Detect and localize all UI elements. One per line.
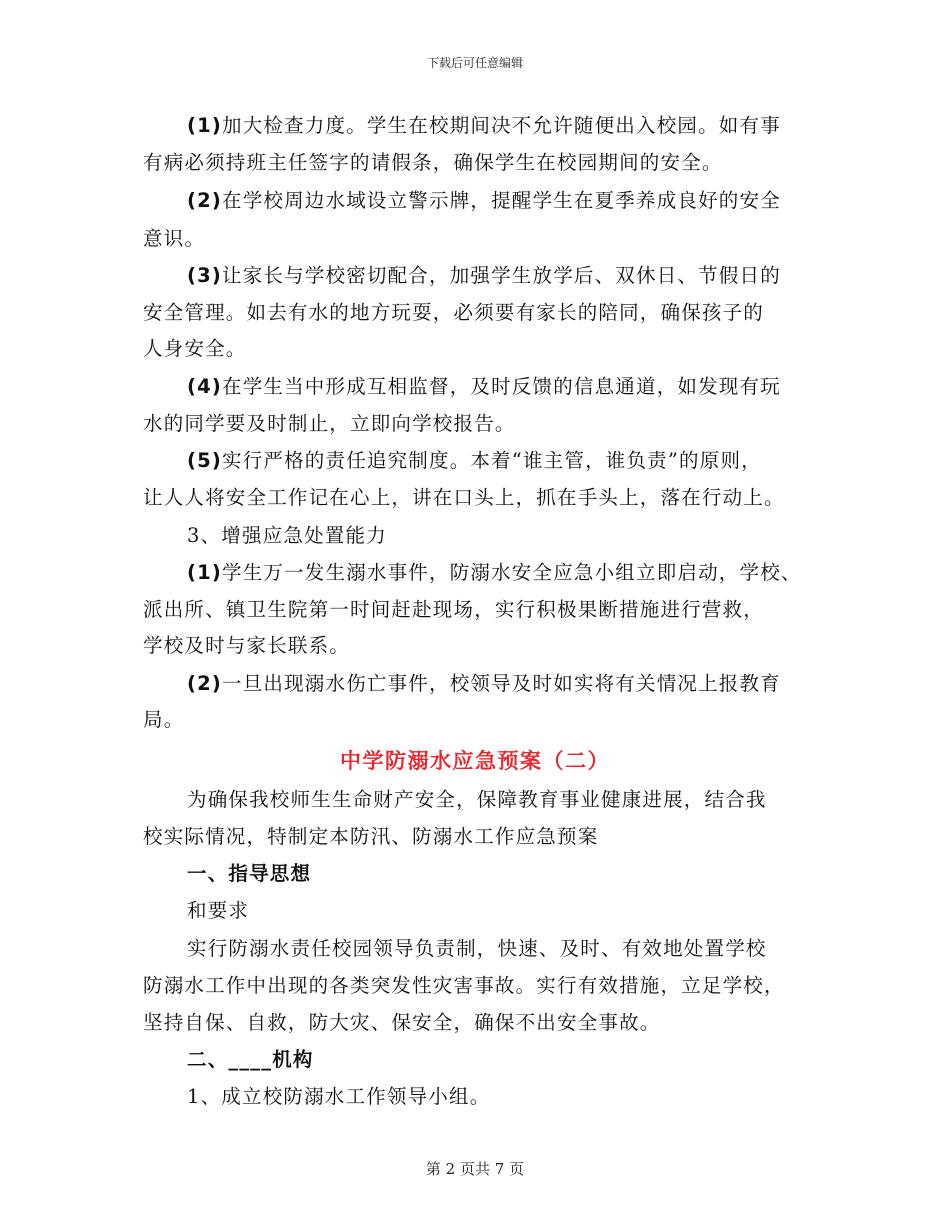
subsection-heading: 3、增强应急处置能力: [187, 524, 387, 547]
paragraph-line: 实行防溺水责任校园领导负责制，快速、及时、有效地处置学校: [187, 937, 767, 960]
paragraph-line: 派出所、镇卫生院第一时间赶赴现场，实行积极果断措施进行营救，: [143, 598, 765, 621]
paragraph-line: 局。: [143, 708, 185, 731]
line-text: 让家长与学校密切配合，加强学生放学后、双休日、节假日的: [222, 264, 781, 287]
item-number: (3): [187, 264, 222, 287]
heading-guiding-ideology: 一、指导思想: [187, 862, 312, 885]
line-text: 实行严格的责任追究制度。本着“谁主管，谁负责”的原则，: [222, 449, 762, 472]
paragraph-line: 水的同学要及时制止，立即向学校报告。: [143, 412, 516, 435]
line-text: 在学校周边水域设立警示牌，提醒学生在夏季养成良好的安全: [222, 189, 781, 212]
line-text: 在学生当中形成互相监督，及时反馈的信息通道，如发现有玩: [222, 375, 781, 398]
paragraph-line: 意识。: [143, 227, 206, 250]
page-footer: 第 2 页共 7 页: [425, 1160, 525, 1178]
paragraph-line: 1、成立校防溺水工作领导小组。: [187, 1085, 491, 1108]
paragraph-line: [187, 375, 781, 399]
paragraph-line: 有病必须持班主任签字的请假条，确保学生在校园期间的安全。: [143, 151, 723, 174]
item-number: (1): [187, 561, 222, 584]
paragraph-line: 坚持自保、自救，防大灾、保安全，确保不出安全事故。: [143, 1011, 661, 1034]
paragraph-line: 为确保我校师生生命财产安全，保障教育事业健康进展，结合我: [187, 788, 767, 811]
line-text: 加大检查力度。学生在校期间决不允许随便出入校园。如有事: [222, 114, 781, 137]
paragraph-line: [187, 114, 781, 138]
paragraph-line: 防溺水工作中出现的各类突发性灾害事故。实行有效措施，立足学校，: [143, 974, 785, 997]
paragraph-line: 让人人将安全工作记在心上，讲在口头上，抓在手头上，落在行动上。: [143, 486, 785, 509]
paragraph-line: [187, 189, 781, 213]
heading-organization: 二、____机构: [187, 1048, 314, 1071]
item-number: (2): [187, 189, 222, 212]
paragraph-line: [187, 449, 762, 473]
paragraph-line: 和要求: [187, 899, 250, 922]
paragraph-line: 安全管理。如去有水的地方玩耍，必须要有家长的陪同，确保孩子的: [143, 301, 765, 324]
paragraph-line: 校实际情况，特制定本防汛、防溺水工作应急预案: [143, 825, 599, 848]
line-text: 学生万一发生溺水事件，防溺水安全应急小组立即启动，学校、: [222, 561, 802, 584]
paragraph-line: 学校及时与家长联系。: [143, 634, 351, 657]
paragraph-line: [187, 561, 802, 585]
item-number: (5): [187, 449, 222, 472]
paragraph-line: [187, 672, 781, 696]
line-text: 一旦出现溺水伤亡事件，校领导及时如实将有关情况上报教育: [222, 672, 781, 695]
item-number: (1): [187, 114, 222, 137]
paragraph-line: 人身安全。: [143, 337, 247, 360]
paragraph-line: [187, 264, 781, 288]
section-title: 中学防溺水应急预案（二）: [340, 748, 610, 773]
item-number: (4): [187, 375, 222, 398]
item-number: (2): [187, 672, 222, 695]
page-header: 下载后可任意编辑: [426, 56, 523, 70]
